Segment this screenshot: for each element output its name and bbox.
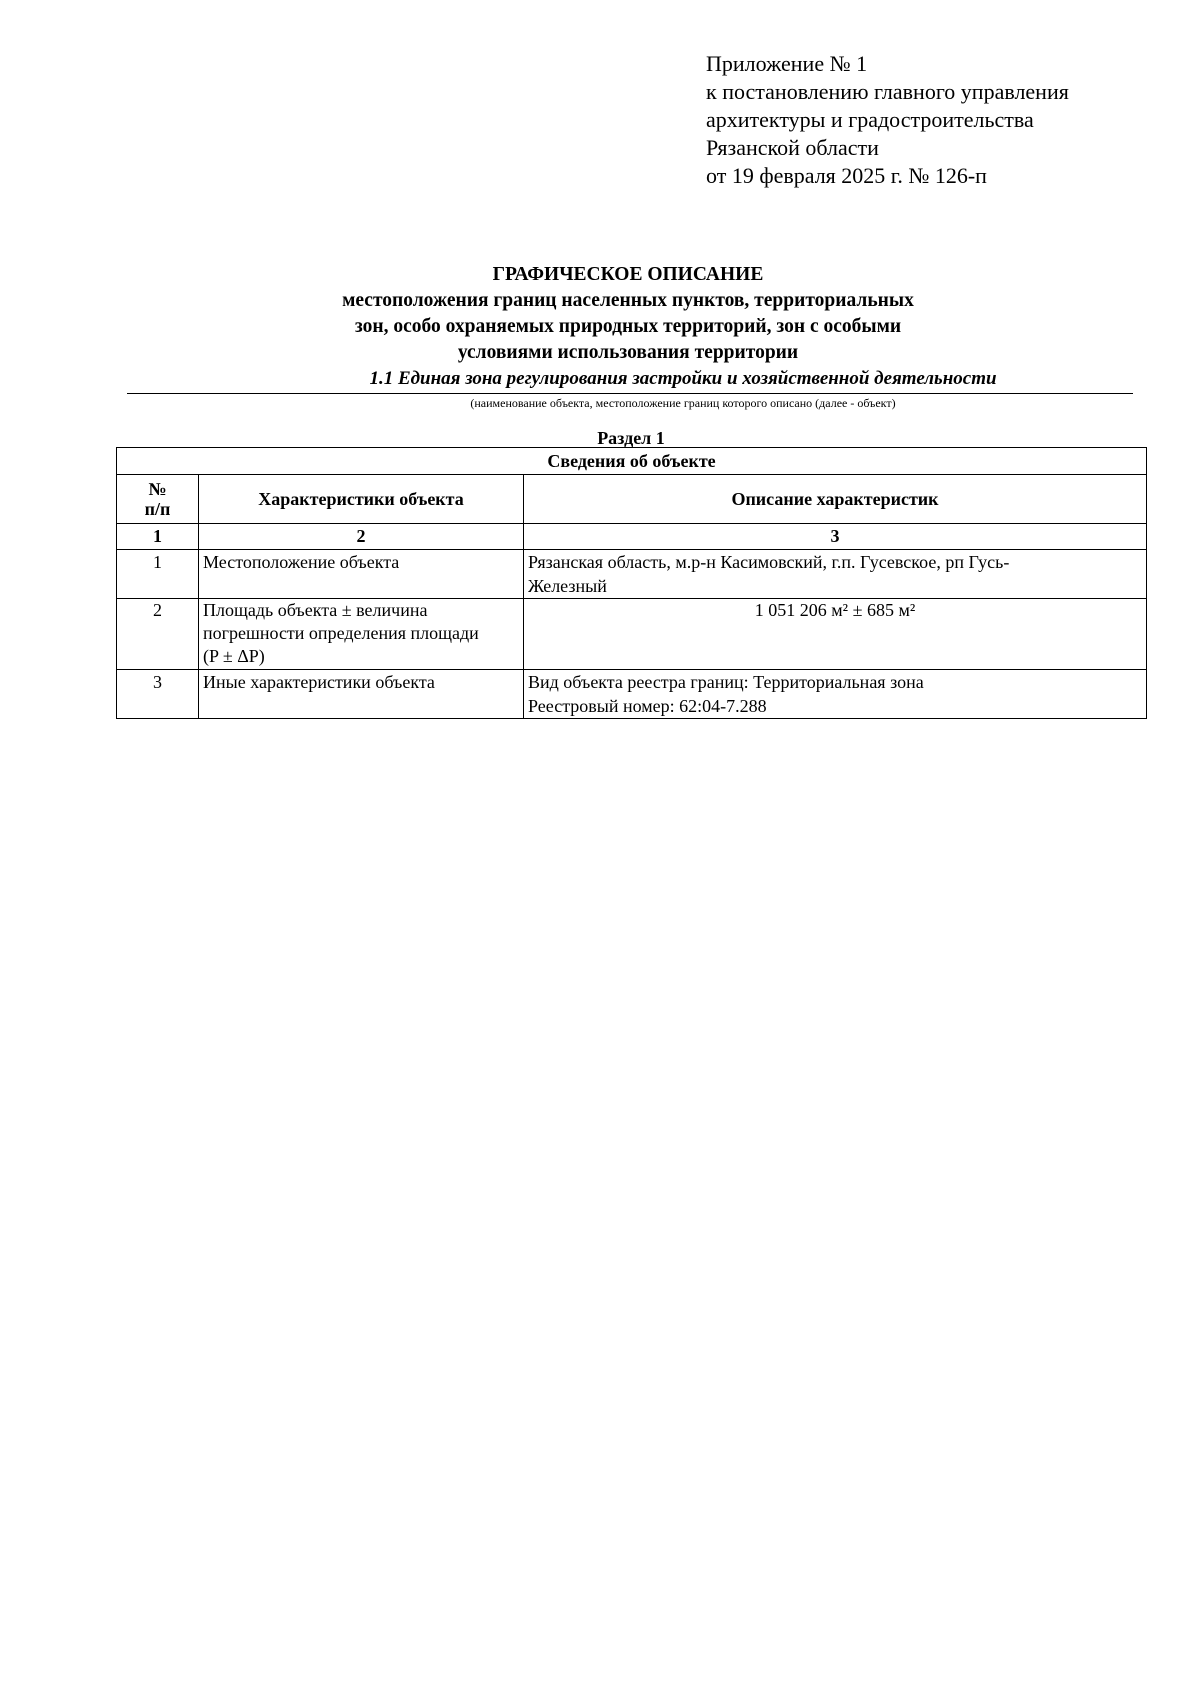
row-description: 1 051 206 м² ± 685 м² bbox=[524, 599, 1147, 670]
row-description bbox=[524, 550, 1147, 599]
row-description bbox=[524, 670, 1147, 719]
row-description-line: Рязанская область, м.р-н Касимовский, г.п. Гусевское, рп Гусь- bbox=[528, 552, 1010, 572]
heading-line: зон, особо охраняемых природных территорий, зон с особыми bbox=[354, 316, 902, 337]
column-number: 2 bbox=[199, 524, 524, 550]
document-heading bbox=[128, 262, 1128, 366]
row-num: 3 bbox=[117, 670, 199, 719]
column-numbers-row bbox=[117, 524, 1147, 550]
row-characteristic-line: (P ± ΔP) bbox=[203, 646, 265, 666]
table-header-row bbox=[117, 475, 1147, 524]
table-row bbox=[117, 550, 1147, 599]
table-caption: Сведения об объекте bbox=[117, 448, 1147, 475]
table-row bbox=[117, 670, 1147, 719]
heading-title: ГРАФИЧЕСКОЕ ОПИСАНИЕ bbox=[492, 264, 764, 285]
appendix-line: Приложение № 1 bbox=[706, 51, 868, 76]
header-characteristic: Характеристики объекта bbox=[199, 475, 524, 524]
table-row bbox=[117, 599, 1147, 670]
heading-line: условиями использования территории bbox=[457, 342, 799, 363]
column-number: 1 bbox=[117, 524, 199, 550]
heading-line: местоположения границ населенных пунктов, территориальных bbox=[342, 290, 914, 311]
object-name-underline bbox=[127, 393, 1133, 394]
header-num bbox=[117, 475, 199, 524]
appendix-line: к постановлению главного управления bbox=[706, 79, 1069, 104]
row-characteristic bbox=[199, 599, 524, 670]
row-description-line: Железный bbox=[528, 576, 607, 596]
row-description-line: Реестровый номер: 62:04-7.288 bbox=[528, 696, 767, 716]
object-name: 1.1 Единая зона регулирования застройки и хозяйственной деятельности bbox=[369, 368, 997, 389]
column-number: 3 bbox=[524, 524, 1147, 550]
header-num-line: № bbox=[148, 479, 167, 499]
object-info-table bbox=[116, 447, 1147, 719]
table-caption-row bbox=[117, 448, 1147, 475]
appendix-line: от 19 февраля 2025 г. № 126-п bbox=[706, 163, 987, 188]
object-name-caption: (наименование объекта, местоположение границ которого описано (далее - объект) bbox=[470, 396, 896, 410]
appendix-block bbox=[706, 50, 1069, 190]
section-title: Раздел 1 bbox=[597, 428, 665, 448]
header-num-line: п/п bbox=[144, 499, 171, 519]
row-characteristic-line: Площадь объекта ± величина bbox=[203, 600, 428, 620]
row-num: 2 bbox=[117, 599, 199, 670]
header-description: Описание характеристик bbox=[524, 475, 1147, 524]
appendix-line: Рязанской области bbox=[706, 135, 879, 160]
row-characteristic: Иные характеристики объекта bbox=[199, 670, 524, 719]
row-characteristic-line: погрешности определения площади bbox=[203, 623, 479, 643]
appendix-line: архитектуры и градостроительства bbox=[706, 107, 1034, 132]
row-description-line: Вид объекта реестра границ: Территориальная зона bbox=[528, 672, 924, 692]
row-characteristic: Местоположение объекта bbox=[199, 550, 524, 599]
row-num: 1 bbox=[117, 550, 199, 599]
